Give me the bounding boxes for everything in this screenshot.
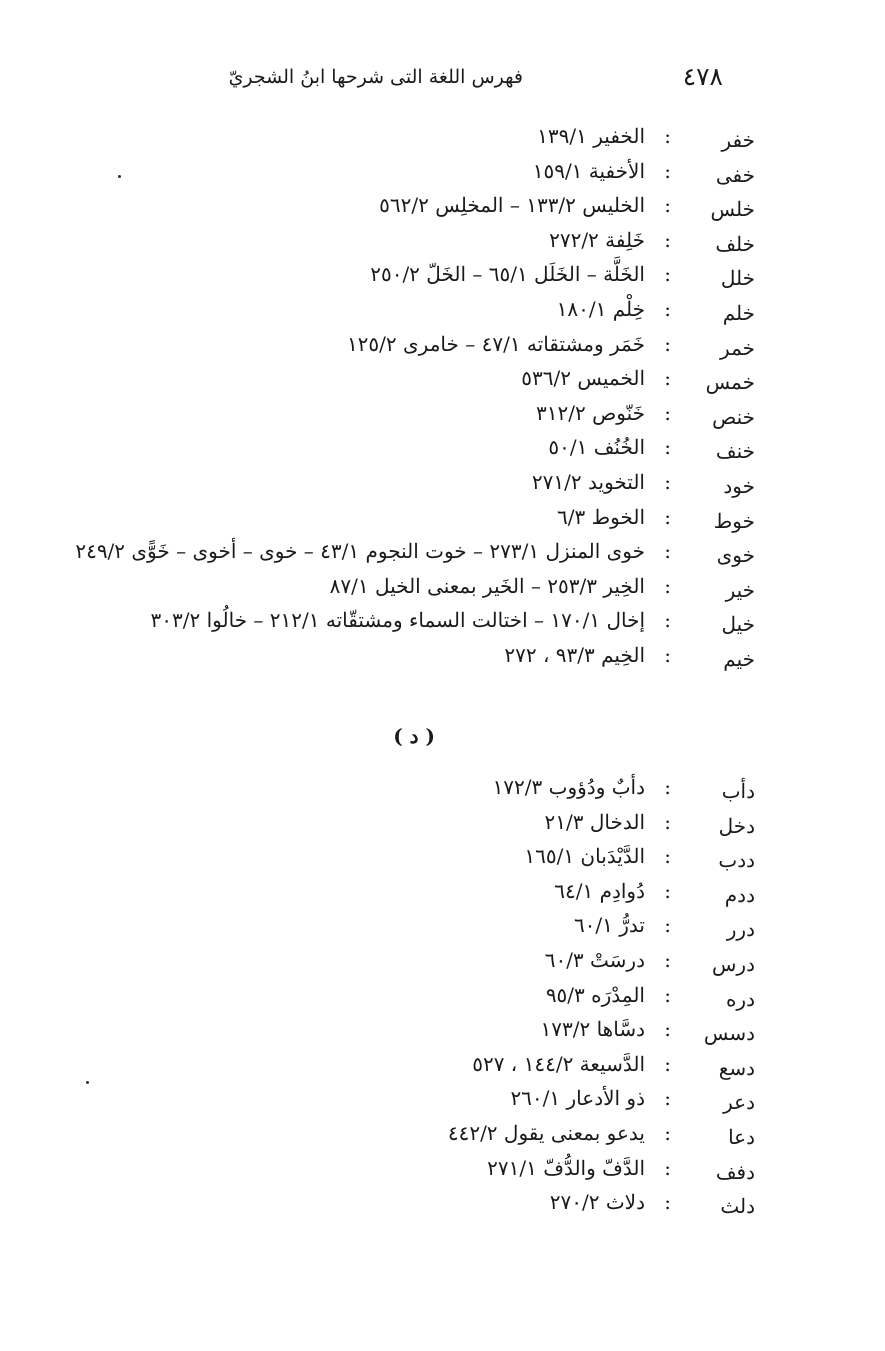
- entry-references: يدعو بمعنى يقول ٤٤٢/٢: [447, 1120, 645, 1145]
- index-entry: [35, 366, 755, 401]
- entry-separator: :: [664, 775, 671, 799]
- index-entry: [35, 1121, 755, 1156]
- entry-references: دلاث ٢٧٠/٢: [549, 1190, 645, 1215]
- entry-root: دسس: [703, 1021, 755, 1046]
- entry-separator: :: [664, 262, 671, 287]
- entry-references: الدخال ٢١/٣: [544, 809, 645, 834]
- entry-separator: :: [664, 1190, 671, 1215]
- entry-references: خَلِفة ٢٧٢/٢: [549, 227, 645, 252]
- page-header: [0, 62, 885, 98]
- entry-root: ددب: [718, 848, 755, 873]
- entry-root: دعا: [728, 1124, 755, 1149]
- entry-root: دسع: [718, 1055, 755, 1080]
- entry-references: تدرُّ ٦٠/١: [573, 913, 645, 938]
- entry-root: خلس: [710, 197, 755, 222]
- entry-references: إخال ١٧٠/١ – اختالت السماء ومشتقّاته ٢١٢/١ – خالُوا ٣٠٣/٢: [150, 608, 645, 633]
- entry-references: الدَّفّ والدُّفّ ٢٧١/١: [487, 1155, 645, 1180]
- entry-references: ذو الأدعار ٢٦٠/١: [510, 1086, 645, 1111]
- index-entry: [35, 1190, 755, 1225]
- entry-root: خلل: [720, 266, 755, 291]
- entry-references: التخويد ٢٧١/٢: [531, 469, 645, 494]
- entry-separator: :: [664, 469, 671, 494]
- entry-references: الخَلَّة – الخَلَل ٦٥/١ – الخَلّ ٢٥٠/٢: [370, 262, 645, 287]
- entry-root: خوط: [713, 508, 755, 533]
- entry-separator: :: [664, 331, 671, 356]
- entry-references: الدَّيْدَبان ١٦٥/١: [524, 844, 645, 869]
- index-section-dal: [35, 775, 755, 1225]
- entry-separator: :: [664, 1120, 671, 1145]
- entry-separator: :: [664, 435, 671, 460]
- entry-separator: :: [664, 124, 671, 148]
- entry-references: الأخفية ١٥٩/١: [532, 158, 645, 183]
- index-entry: [35, 574, 755, 609]
- entry-separator: :: [664, 878, 671, 903]
- entry-references: دسَّاها ١٧٣/٢: [540, 1017, 645, 1042]
- entry-separator: :: [664, 982, 671, 1007]
- entry-separator: :: [664, 642, 671, 667]
- entry-references: دأبٌ ودُؤوب ١٧٢/٣: [492, 775, 645, 799]
- running-title: فهرس اللغة التى شرحها ابنُ الشجريّ: [228, 66, 523, 88]
- entry-root: دره: [725, 986, 755, 1011]
- entry-separator: :: [664, 158, 671, 183]
- entry-separator: :: [664, 1051, 671, 1076]
- entry-separator: :: [664, 1155, 671, 1180]
- index-entry: [35, 332, 755, 367]
- entry-references: الخِير ٢٥٣/٣ – الخَير بمعنى الخيل ٨٧/١: [329, 573, 645, 598]
- entry-root: دخل: [718, 813, 755, 838]
- entry-root: خلم: [722, 300, 755, 325]
- index-entry: [35, 401, 755, 436]
- entry-separator: :: [664, 1086, 671, 1111]
- entry-root: خمر: [720, 335, 755, 360]
- entry-root: خفى: [715, 162, 755, 187]
- entry-separator: :: [664, 227, 671, 252]
- index-entry: [35, 435, 755, 470]
- entry-references: الخميس ٥٣٦/٢: [521, 366, 645, 391]
- index-entry: [35, 505, 755, 540]
- entry-separator: :: [664, 366, 671, 391]
- entry-separator: :: [664, 193, 671, 218]
- entry-references: الخفير ١٣٩/١: [537, 124, 645, 148]
- index-entry: [35, 844, 755, 879]
- index-entry: [35, 948, 755, 983]
- index-entry: [35, 1086, 755, 1121]
- entry-root: دأب: [721, 779, 755, 803]
- entry-root: خفر: [721, 128, 755, 152]
- entry-references: درسَتْ ٦٠/٣: [544, 947, 645, 972]
- index-entry: [35, 608, 755, 643]
- entry-root: خوى: [716, 543, 755, 568]
- scan-speck: [118, 175, 121, 178]
- index-entry: [35, 1156, 755, 1191]
- entry-root: خير: [725, 577, 755, 602]
- entry-root: دفف: [715, 1159, 755, 1184]
- index-entry: [35, 643, 755, 678]
- entry-references: الدَّسيعة ١٤٤/٢ ، ٥٢٧: [472, 1051, 645, 1076]
- index-entry: [35, 1052, 755, 1087]
- entry-root: خنص: [712, 404, 755, 429]
- entry-root: ددم: [724, 882, 755, 907]
- scan-speck: [86, 1081, 89, 1084]
- index-entry: [35, 470, 755, 505]
- entry-root: خمس: [705, 370, 755, 395]
- index-entry: [35, 913, 755, 948]
- index-entry: [35, 775, 755, 810]
- index-section-kha: [35, 124, 755, 678]
- entry-root: خود: [723, 473, 755, 498]
- entry-root: خنف: [715, 439, 755, 464]
- entry-root: دعر: [723, 1090, 755, 1115]
- entry-references: الخليس ١٣٣/٢ – المخلِس ٥٦٢/٢: [379, 193, 645, 218]
- section-letter-dal: ( د ): [393, 724, 435, 748]
- entry-references: الخِيم ٩٣/٣ ، ٢٧٢: [504, 642, 645, 667]
- index-entry: [35, 124, 755, 159]
- entry-separator: :: [664, 947, 671, 972]
- entry-separator: :: [664, 296, 671, 321]
- entry-references: المِدْرَه ٩٥/٣: [545, 982, 645, 1007]
- entry-separator: :: [664, 608, 671, 633]
- entry-references: دُوادِم ٦٤/١: [554, 878, 645, 903]
- entry-references: الخوط ٦/٣: [557, 504, 645, 529]
- entry-references: خَمَر ومشتقاته ٤٧/١ – خامرى ١٢٥/٢: [346, 331, 645, 356]
- index-entry: [35, 193, 755, 228]
- entry-references: الخُنُف ٥٠/١: [548, 435, 645, 460]
- entry-separator: :: [664, 504, 671, 529]
- entry-separator: :: [664, 573, 671, 598]
- index-entry: [35, 159, 755, 194]
- entry-separator: :: [664, 400, 671, 425]
- entry-separator: :: [664, 539, 671, 564]
- entry-references: خِلْم ١٨٠/١: [556, 296, 645, 321]
- index-entry: [35, 879, 755, 914]
- entry-root: دلث: [720, 1194, 755, 1219]
- index-entry: [35, 539, 755, 574]
- page-number: ٤٧٨: [682, 62, 723, 91]
- index-entry: [35, 297, 755, 332]
- entry-references: خَنّوص ٣١٢/٢: [536, 400, 645, 425]
- index-entry: [35, 810, 755, 845]
- entry-references: خوى المنزل ٢٧٣/١ – خوت النجوم ٤٣/١ – خوى – أخوى – خَوًّى ٢٤٩/٢: [75, 539, 645, 564]
- entry-root: درس: [712, 951, 755, 976]
- entry-separator: :: [664, 1017, 671, 1042]
- entry-root: درر: [726, 917, 755, 942]
- index-entry: [35, 983, 755, 1018]
- entry-root: خيم: [723, 646, 755, 671]
- index-entry: [35, 1017, 755, 1052]
- index-entry: [35, 228, 755, 263]
- entry-root: خيل: [721, 612, 755, 637]
- entry-separator: :: [664, 913, 671, 938]
- entry-separator: :: [664, 844, 671, 869]
- entry-separator: :: [664, 809, 671, 834]
- entry-root: خلف: [715, 231, 755, 256]
- index-entry: [35, 262, 755, 297]
